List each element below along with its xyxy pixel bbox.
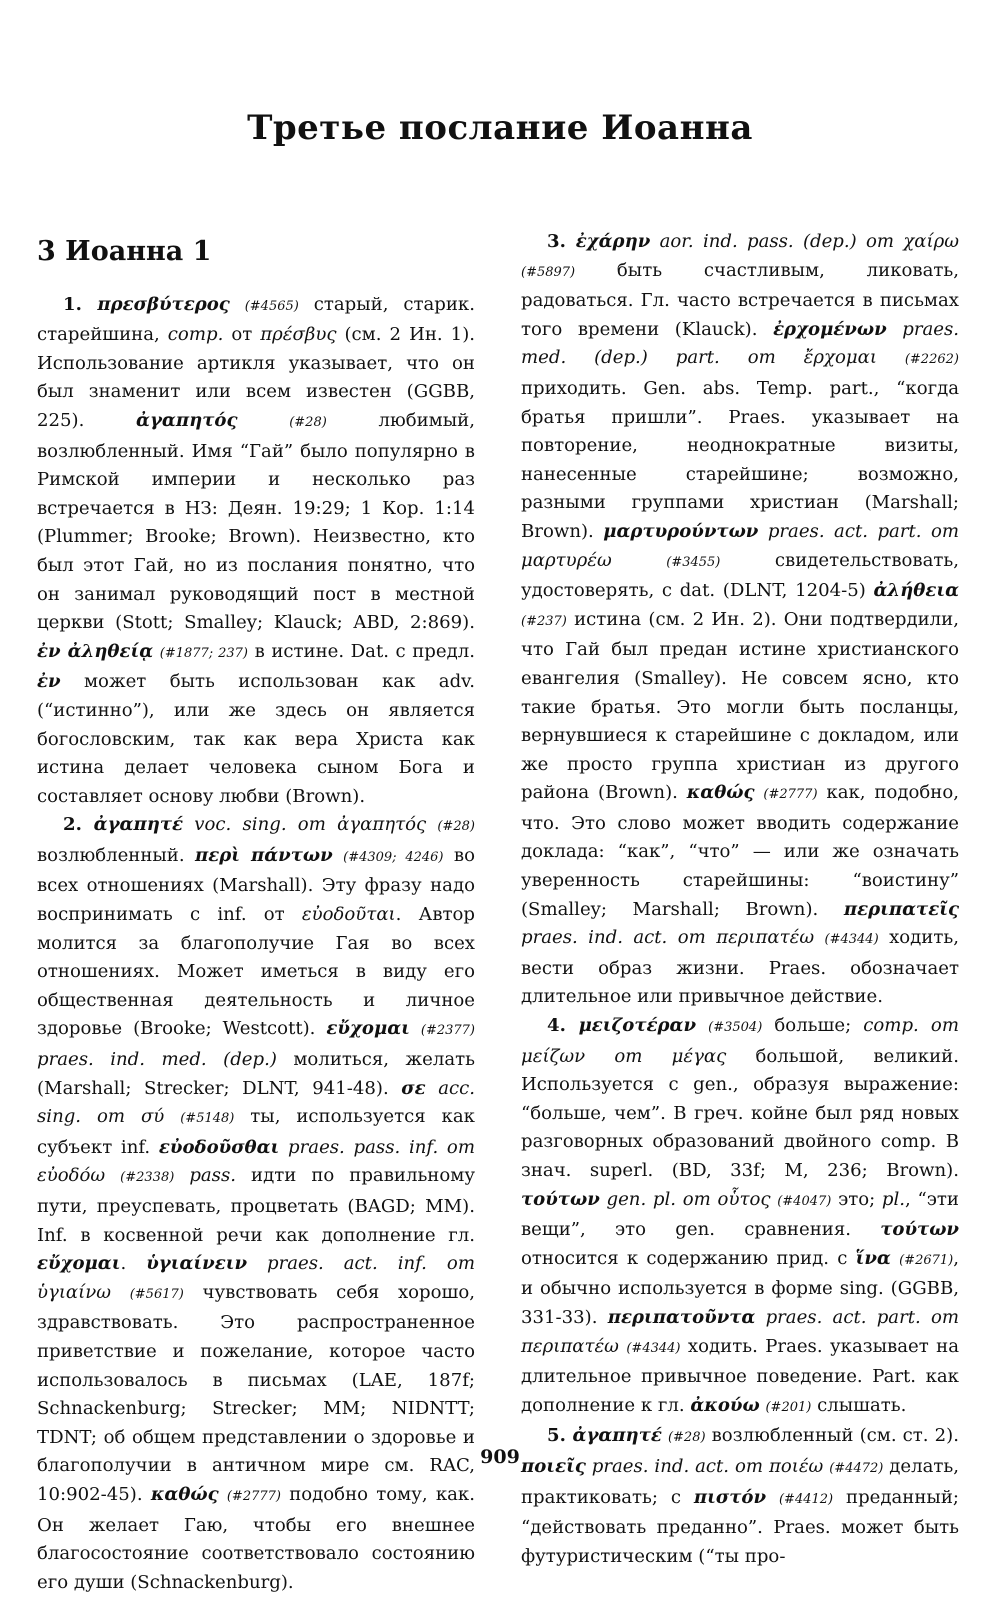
- text-run: . Автор молится за благополучие Гая во всех отношениях. Может иметься в виду его общественная деятельность и личное здоровье (Brooke; Westcott).: [37, 904, 475, 1040]
- text-run: [650, 231, 659, 252]
- verse-number: 4.: [547, 1015, 579, 1037]
- strong-number: (#4344): [824, 932, 879, 948]
- greek-headword: ἀλήθεια: [873, 580, 959, 602]
- greek-headword: εὔχομαι: [37, 1253, 121, 1275]
- text-run: [696, 1015, 708, 1036]
- text-run: приходить. Gen. abs. Temp. part., “когда братья пришли”. Praes. указывает на повторение, неоднократные визиты, нанесенные старейшине; возможно, разными группами христиан (Marshall; Brown).: [521, 377, 959, 542]
- verse-number: 3.: [547, 231, 576, 252]
- text-run: свидетельствовать, удостоверять, с dat. (DLNT, 1204-5): [521, 549, 959, 602]
- grammar-abbrev: praes. pass. inf. от: [288, 1136, 475, 1158]
- greek-lemma: εὐοδοῦται: [301, 904, 396, 926]
- grammar-abbrev: praes. act. inf. от: [267, 1253, 475, 1275]
- text-run: , “эти вещи”, это gen. сравнения.: [521, 1188, 959, 1241]
- strong-number: (#5897): [521, 264, 576, 280]
- text-run: любимый, возлюбленный. Имя “Гай” было популярно в Римской империи и несколько раз встречается в НЗ: Деян. 19:29; 1 Кор. 1:14 (Plummer; Brooke; Brown). Неизвестно, кто был этот Гай, но из послания понятно, что он занимал руководящий пост в местной церкви (Stott; Smalley; Klauck; ABD, 2:869).: [37, 409, 475, 634]
- greek-headword: ποιεῖς: [521, 1455, 586, 1477]
- text-run: как, подобно, что. Это слово может вводить содержание доклада: “как”, “что” — или же означать уверенность старейшины: “воистину” (Smalley; Marshall; Brown).: [521, 782, 959, 920]
- greek-lemma: ὑγιαίνω: [37, 1281, 111, 1303]
- page-title: Третье послание Иоанна: [247, 108, 753, 148]
- verse-5-paragraph: [521, 1422, 959, 1571]
- grammar-abbrev: praes. ind. act. от: [591, 1455, 764, 1477]
- text-run: подобно тому, как. Он желает Гаю, чтобы его внешнее благосостояние соответствовало состоянию его души (Schnackenburg).: [37, 1483, 475, 1593]
- verse-number: 5.: [547, 1425, 573, 1447]
- text-run: [247, 1253, 267, 1274]
- grammar-abbrev: praes. ind. act. от: [521, 927, 706, 949]
- text-run: [174, 1165, 189, 1186]
- text-run: [766, 1487, 779, 1508]
- text-run: может быть использован как adv. (“истинно”), или же здесь он является богословским, так как вера Христа как истина делает человека сыном Бога и составляет основу любви (Brown).: [37, 671, 475, 807]
- greek-headword: ἀγαπητέ: [93, 814, 184, 836]
- grammar-abbrev: pl.: [881, 1188, 906, 1210]
- text-run: истина (см. 2 Ин. 2). Они подтвердили, что Гай был предан истине христианского евангелия (Smalley). Не совсем ясно, кто такие братья. Это могли быть посланцы, вернувшиеся к старейшине с докладом, или же просто группа христиан из другого района (Brown).: [521, 608, 959, 804]
- greek-headword: περὶ πάντων: [195, 844, 333, 866]
- grammar-abbrev: praes. ind. med. (dep.): [37, 1049, 277, 1071]
- text-run: чувствовать себя хорошо, здравствовать. Это распространенное приветствие и пожелание, которое часто использовалось в письмах (LAE, 187f; Schnackenburg; Strecker; MM; NIDNTT; TDNT; об общем представлении о здоровье и благополучии в античном мире см. RAC, 10:902-45).: [37, 1281, 475, 1505]
- verse-number: 1.: [63, 293, 98, 315]
- grammar-abbrev: comp.: [167, 324, 224, 346]
- text-run: [612, 550, 667, 571]
- greek-lemma: περιπατέω: [716, 927, 815, 949]
- strong-number: (#28): [667, 1430, 706, 1446]
- greek-headword: ἀγαπητέ: [572, 1425, 662, 1447]
- strong-number: (#2338): [120, 1170, 175, 1186]
- greek-headword: καθώς: [686, 782, 755, 804]
- greek-headword: μαρτυρούντων: [603, 520, 759, 542]
- text-run: [183, 814, 194, 835]
- grammar-abbrev: praes. act. part. от: [767, 520, 959, 542]
- text-run: [814, 927, 824, 948]
- greek-headword: πρεσβύτερος: [97, 293, 230, 315]
- text-run: ходить. Praes. указывает на длительное привычное поведение. Part. как дополнение к гл.: [521, 1335, 959, 1416]
- greek-headword: ἀγαπητός: [136, 409, 238, 431]
- text-run: [585, 1046, 614, 1067]
- strong-number: (#4047): [777, 1193, 832, 1209]
- text-run: во всех отношениях (Marshall). Эту фразу надо воспринимать с inf. от: [37, 844, 475, 926]
- text-run: [164, 1106, 180, 1127]
- text-run: [642, 1046, 671, 1067]
- text-run: [230, 294, 245, 315]
- greek-headword: ἐρχομένων: [773, 318, 887, 340]
- verse-number: 2.: [63, 814, 94, 836]
- verse-4-paragraph: [521, 1012, 959, 1422]
- grammar-abbrev: acc. sing. от: [37, 1077, 475, 1128]
- grammar-abbrev: praes. act. part. от: [765, 1306, 959, 1328]
- greek-headword: ὑγιαίνειν: [146, 1253, 247, 1275]
- strong-number: (#4309; 4246): [343, 849, 444, 865]
- text-run: относится к содержанию прид. с: [521, 1247, 856, 1269]
- greek-headword: ἵνα: [855, 1247, 891, 1269]
- strong-number: (#28): [289, 414, 327, 430]
- strong-number: (#5148): [180, 1111, 235, 1127]
- greek-lemma: μέγας: [671, 1045, 727, 1067]
- greek-lemma: οὗτος: [717, 1188, 771, 1210]
- text-run: молиться, желать (Marshall; Strecker; DLNT, 941-48).: [37, 1049, 476, 1099]
- greek-headword: τούτων: [521, 1188, 600, 1210]
- strong-number: (#5617): [129, 1286, 184, 1302]
- text-run: слышать.: [811, 1394, 907, 1416]
- grammar-abbrev: от: [614, 1045, 643, 1067]
- greek-headword: μειζοτέραν: [578, 1015, 697, 1037]
- grammar-abbrev: aor. ind. pass. (dep.) от: [659, 231, 895, 252]
- text-run: быть счастливым, ликовать, радоваться. Гл. часто встречается в письмах того времени (Klauck).: [521, 259, 959, 340]
- text-run: [125, 1106, 141, 1127]
- greek-headword: τούτων: [880, 1219, 959, 1241]
- strong-number: (#3504): [708, 1020, 763, 1036]
- greek-headword: ἐχάρην: [575, 231, 651, 252]
- strong-number: (#28): [437, 819, 475, 835]
- text-run: большой, великий. Используется с gen., образуя выражение: “больше, чем”. В греч. койне был ряд новых разговорных образований двойного comp. В знач. superl. (BD, 33f; M, 236; Brown).: [521, 1045, 959, 1181]
- text-run: делать, практиковать; с: [521, 1455, 959, 1508]
- greek-headword: σε: [401, 1077, 426, 1099]
- strong-number: (#4565): [244, 298, 299, 314]
- text-run: возлюбленный.: [37, 844, 196, 866]
- text-run: ходить, вести образ жизни. Praes. обозначает длительное или привычное действие.: [521, 927, 959, 1008]
- right-column: [521, 228, 959, 1571]
- strong-number: (#2777): [763, 787, 818, 803]
- text-run: [894, 231, 903, 252]
- greek-headword: καθώς: [150, 1483, 219, 1505]
- text-run: [105, 1165, 120, 1186]
- text-run: [891, 1248, 899, 1269]
- grammar-abbrev: pass.: [189, 1165, 237, 1187]
- strong-number: (#1877; 237): [159, 645, 249, 661]
- grammar-abbrev: praes. med. (dep.) part. от: [521, 318, 959, 369]
- strong-number: (#4472): [829, 1460, 884, 1476]
- greek-headword: ἀκούω: [690, 1394, 760, 1416]
- text-run: .: [120, 1253, 147, 1275]
- strong-number: (#4412): [778, 1491, 834, 1507]
- text-run: [279, 1137, 288, 1158]
- page-number: 909: [480, 1446, 520, 1468]
- text-run: старый, старик. старейшина,: [37, 293, 475, 346]
- greek-headword: ἐν ἀληθείᾳ: [37, 640, 154, 662]
- verse-3-paragraph: [521, 228, 959, 1012]
- text-run: , и обычно используется в форме sing. (GGBB, 331-33).: [521, 1247, 959, 1328]
- text-run: (см. 2 Ин. 1). Использование артикля указывает, что он был знаменит или всем известен (GGBB, 225).: [37, 324, 476, 431]
- grammar-abbrev: comp. от: [863, 1015, 959, 1037]
- greek-lemma: εὐοδόω: [37, 1165, 106, 1187]
- greek-headword: εὐοδοῦσθαι: [158, 1136, 280, 1158]
- text-run: возлюбленный (см. ст. 2).: [705, 1425, 959, 1447]
- grammar-abbrev: gen. pl. от: [606, 1188, 711, 1210]
- strong-number: (#2777): [226, 1488, 281, 1504]
- text-run: больше;: [762, 1015, 864, 1037]
- text-run: [111, 1282, 130, 1303]
- greek-lemma: περιπατέω: [521, 1335, 619, 1357]
- text-run: [758, 521, 767, 542]
- text-run: преданный; “действовать преданно”. Praes. может быть футуристическим (“ты про-: [521, 1486, 959, 1567]
- greek-lemma: μαρτυρέω: [521, 549, 612, 571]
- greek-lemma: μείζων: [521, 1045, 586, 1067]
- greek-lemma: χαίρω: [903, 231, 959, 252]
- greek-lemma: ἀγαπητός: [337, 814, 427, 836]
- text-run: [333, 845, 343, 866]
- grammar-abbrev: voc. sing. от: [194, 814, 326, 836]
- strong-number: (#2262): [904, 352, 959, 368]
- text-run: [776, 347, 804, 368]
- greek-headword: περιπατοῦντα: [607, 1306, 756, 1328]
- text-run: в истине. Dat. с предл.: [248, 640, 475, 662]
- greek-lemma: πρέσβυς: [260, 324, 337, 346]
- text-run: [238, 410, 290, 431]
- greek-headword: εὔχομαι: [326, 1018, 410, 1040]
- text-run: [426, 1078, 439, 1099]
- strong-number: (#237): [521, 613, 567, 629]
- text-run: [219, 1484, 227, 1505]
- text-run: [711, 1189, 718, 1210]
- strong-number: (#2377): [420, 1023, 475, 1039]
- greek-headword: περιπατεῖς: [843, 898, 959, 920]
- strong-number: (#2671): [899, 1252, 954, 1268]
- verse-2-paragraph: [37, 811, 475, 1597]
- text-run: ты, используется как субъект inf.: [37, 1106, 475, 1158]
- greek-headword: ἐν: [37, 671, 61, 693]
- left-column: [37, 228, 475, 1597]
- text-run: [706, 927, 716, 948]
- chapter-heading: 3 Иоанна 1: [37, 236, 212, 267]
- text-run: [877, 347, 905, 368]
- verse-1-paragraph: [37, 291, 475, 812]
- text-run: [426, 814, 437, 835]
- text-run: [326, 814, 337, 835]
- greek-headword: πιστόν: [693, 1486, 767, 1508]
- strong-number: (#3455): [666, 554, 721, 570]
- greek-lemma: σύ: [140, 1106, 165, 1128]
- text-run: [887, 319, 903, 340]
- text-run: это;: [831, 1188, 882, 1210]
- greek-lemma: ἔρχομαι: [803, 347, 877, 369]
- text-run: [410, 1018, 421, 1039]
- text-run: идти по правильному пути, преуспевать, процветать (BAGD; MM). Inf. в косвенной речи как дополнение гл.: [37, 1165, 475, 1246]
- greek-lemma: ποιέω: [768, 1455, 824, 1477]
- strong-number: (#201): [765, 1399, 812, 1415]
- text-run: [755, 1307, 765, 1328]
- text-run: [600, 1189, 607, 1210]
- strong-number: (#4344): [626, 1340, 681, 1356]
- text-run: от: [223, 324, 261, 346]
